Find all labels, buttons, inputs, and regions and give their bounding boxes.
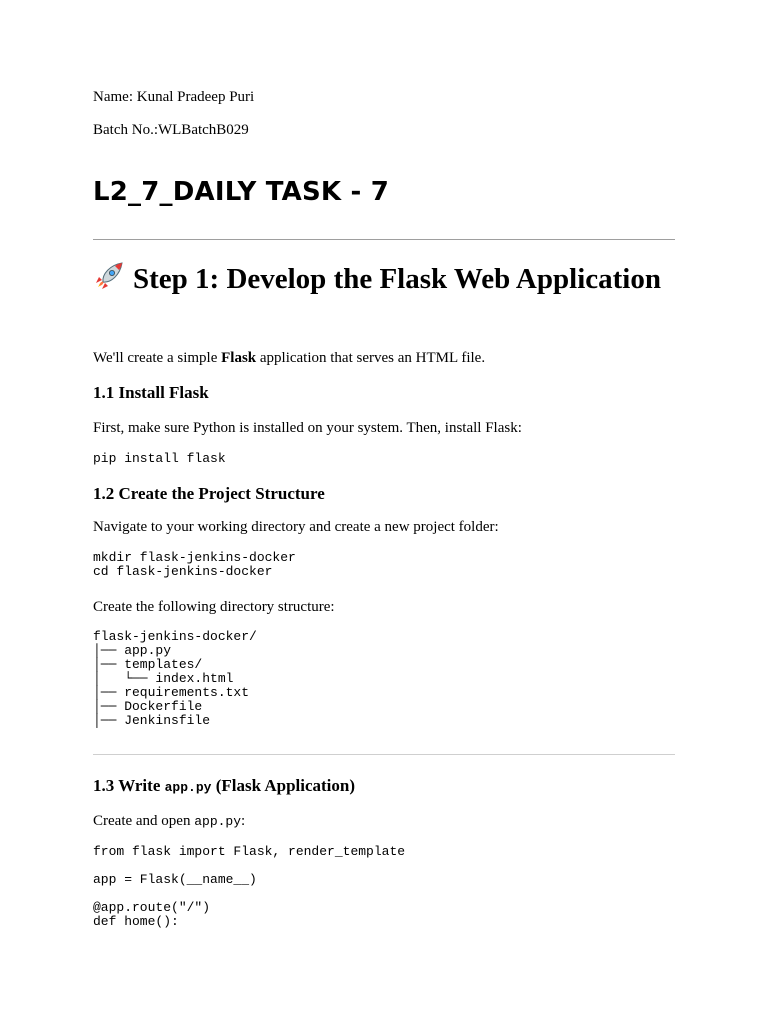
document-title: L2_7_DAILY TASK - 7	[93, 177, 390, 207]
rocket-icon	[93, 260, 125, 292]
batch-number: Batch No.:WLBatchB029	[93, 122, 249, 138]
section-1-1-heading: 1.1 Install Flask	[93, 383, 209, 402]
title-divider	[93, 239, 675, 240]
section-1-2-code: mkdir flask-jenkins-docker cd flask-jenkins-docker	[93, 550, 296, 579]
directory-tree: flask-jenkins-docker/ │── app.py │── templates/ │ └── index.html │── requirements.txt │── Dockerfile │── Jenkinsfile	[93, 629, 257, 728]
student-name: Name: Kunal Pradeep Puri	[93, 89, 255, 105]
section-1-1-code: pip install flask	[93, 451, 226, 466]
section-1-3-code: from flask import Flask, render_template app = Flask(__name__) @app.route("/") def home():	[93, 844, 406, 929]
section-1-2-heading: 1.2 Create the Project Structure	[93, 484, 325, 503]
section-divider	[93, 754, 675, 755]
section-1-2-text: Navigate to your working directory and create a new project folder:	[93, 519, 499, 535]
section-1-1-text: First, make sure Python is installed on your system. Then, install Flask:	[93, 420, 522, 436]
section-1-3-text: Create and open app.py:	[93, 813, 246, 829]
section-1-2-text2: Create the following directory structure:	[93, 599, 335, 615]
step-1-heading-text: Step 1: Develop the Flask Web Application	[133, 263, 661, 295]
step-1-intro: We'll create a simple Flask application that serves an HTML file.	[93, 350, 486, 366]
step-1-heading	[93, 260, 675, 297]
section-1-3-heading: 1.3 Write app.py (Flask Application)	[93, 776, 356, 795]
